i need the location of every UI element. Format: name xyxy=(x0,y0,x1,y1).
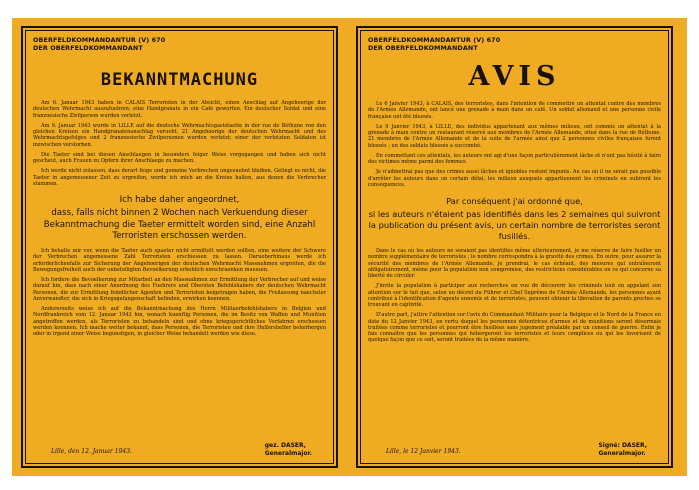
french-paragraph: Je n'admettrai pas que des crimes aussi lâches et ignobles restent impunis. Au cas où il ne serait pas possible d'arrêter les auteurs dans un certain délai, les milieux auxquels appartiennent les criminels en subiront les conséquences. xyxy=(368,169,661,188)
french-signature-name: Signé: DASER, xyxy=(598,442,647,449)
french-header xyxy=(368,36,661,52)
french-header-line-2: DER OBERFELDKOMMANDANT xyxy=(368,44,478,52)
french-signature xyxy=(598,442,647,457)
french-paragraph: En commettant ces attentats, les auteurs ont agi d'une façon particulièrement lâche et n'ont pas hésité à faire des victimes même parmi des femmes. xyxy=(368,152,661,165)
german-signature xyxy=(265,442,312,457)
german-header-line-1: OBERFELDKOMMANDANTUR (V) 670 xyxy=(33,36,166,44)
french-title: AVIS xyxy=(468,61,561,92)
french-place-date: Lille, le 12 Janvier 1943. xyxy=(386,448,461,455)
french-header-line-1: OBERFELDKOMMANDANTUR (V) 670 xyxy=(368,36,501,44)
poster-sheet xyxy=(12,18,687,476)
french-paragraph: D'autre part, j'attire l'attention sur l'avis du Commandant Militaire pour la Belgique et le Nord de la France en date du 12 Janvier 1943, en vertu duquel les personnes détentrices d'armes et de munitions seront désormais traitées comme terroristes et pourront être fusillées sans jugement préalable par un conseil de guerre. Enfin je fais connaître que les personnes qui hébergeront les terroristes et leurs complices ou qui les favorisent de quelque façon que ce soit, seront traitées de la même manière. xyxy=(368,312,661,344)
french-paragraph: Dans le cas où les auteurs ne seraient pas identifiés même ultérieurement, je me réserve de faire fusiller un nombre supplémentaire de terroristes ; le nombre correspondra à la gravité des crimes. En outre, pour assurer la sécurité des membres de l'Armée Allemande, je prendrai, le cas échéant, des mesures qui entraîneront obligatoirement, même pour la population non compromise, des restrictions considérables en ce qui concerne sa liberté de circuler. xyxy=(368,248,661,279)
german-paragraph: Ich werde nicht zulassen, dass derart feige und gemeine Verbrechen ungesuehnt bleiben. Gelingt es nicht, die Taeter in angemessener Zeit zu ergreifen, werde ich mich an die Kreise halten, aus denen die Verbrecher stammen. xyxy=(33,168,326,187)
german-paragraph: Die Taeter sind bei diesen Anschlaegen in besonders feiger Weise vorgegangen und haben sich nicht gescheut, auch Frauen zu Opfern ihrer Anschlaege zu machen. xyxy=(33,151,326,164)
german-title: BEKANNTMACHUNG xyxy=(100,70,259,90)
german-header xyxy=(33,36,326,52)
french-order-intro: Par conséquent j'ai ordonné que, xyxy=(446,196,583,206)
german-paragraph: Am 6. Januar 1943 haben in CALAIS Terroristen in der Absicht, einen Anschlag auf Angehoerige der deutschen Wehrmacht auszufuehren, eine Handgranate in ein Cafe geworfen. Ein deutscher Soldat und eine franzoesische Zivilperson wurden verletzt. xyxy=(33,100,326,119)
german-paragraph: Ich behalte mir vor, wenn die Taeter auch spaeter nicht ermittelt werden sollten, eine weitere der Schwere der Verbrechen angemessene Zahl Terroristen erschiessen zu lassen. Darueberhinaus werde ich erforderlichenfalls zur Sicherung der Angehoerigen der deutschen Wehrmacht Massnahmen ergreifen, die die Bewegungsfreiheit auch der unbeteiligten Bevoelkerung erheblich einschraenken muessen. xyxy=(33,248,326,273)
german-footer xyxy=(33,440,326,460)
german-order: dass, falls nicht binnen 2 Wochen nach Verkuendung dieser Bekanntmachung die Taeter ermittelt worden sind, eine Anzahl Terroristen erschossen werden. xyxy=(43,208,316,241)
french-footer xyxy=(368,440,661,460)
german-order-intro: Ich habe daher angeordnet, xyxy=(119,195,240,205)
french-notice-panel xyxy=(356,26,673,468)
german-signature-rank: Generalmajor. xyxy=(264,449,312,457)
french-signature-rank: Generalmajor. xyxy=(598,449,646,457)
german-paragraph: Andererseits weise ich auf die Bekanntmachung des Herrn Militaerbefehlshabers in Belgien und Nordfrankreich vom 12. Januar 1943 hin, wonach kuenftig Personen, die im Besitz von Waffen und Munition angetroffen werden, als Terroristen zu behandeln sind und ohne kriegsgerichtliches Verfahren erschossen werden koennen. Ich mache weiter bekannt, dass Personen, die Terroristen und ihre Helfershelfer beherbergen oder in irgend einer Weise begunstigen, in gleicher Weise behandelt werden wie diese. xyxy=(33,306,326,338)
german-paragraph: Ich fordere die Bevoelkerung zur Mitarbeit an den Massnahmen zur Ermittlung der Verbrecher auf und weise darauf hin, dass nach einer Anordnung des Fuehrers und Obersten Befehlshabers der deutschen Wehrmacht Personen, die zur Ermittlung feindlicher Agenten und Terroristen beigetragen haben, die Freilassung naechster Anverwandter, die sich in Kriegsgefangenschaft befinden, erwirken koennen. xyxy=(33,277,326,302)
german-notice-panel xyxy=(21,26,338,468)
german-paragraph: Am 9. Januar 1943 wurde in LILLE auf die deutsche Wehrmachtsgaststaette in der rue de Béthune von den gleichen Kreisen ein Handgranatenanschlag veruebt. 21 Angehoerige der deutschen Wehrmacht und des Wehrmachtsgefolges und 2 franzoesische Zivilpersonen wurden verletzt; einer der verletzten Soldaten ist inzwischen verstorben. xyxy=(33,122,326,148)
german-signature-name: gez. DASER, xyxy=(264,442,307,449)
german-header-line-2: DER OBERFELDKOMMANDANT xyxy=(33,44,143,52)
french-paragraph: J'invite la population à participer aux recherches en vue de découvrir les criminels tout en appelant son attention sur le fait que, selon un décret du Führer et Chef Suprême de l'Armée Allemande, les personnes ayant contribué à l'identification d'agents ennemis et de terroristes, peuvent obtenir la libération de parents proches se trouvant en captivité. xyxy=(368,283,661,308)
french-paragraph: Le 6 Janvier 1943, à CALAIS, des terroristes, dans l'intention de commettre un attentat contre des membres de l'Armée Allemande, ont lancé une grenade à main dans un café. Un soldat allemand et une personne civile française ont été blessés. xyxy=(368,101,661,120)
french-paragraph: Le 9 Janvier 1943, à LILLE, des individus appartenant aux mêmes milieux, ont commis un attentat à la grenade à main contre un restaurant réservé aux membres de l'Armée Allemande, situé dans la rue de Béthune. 21 membres de l'Armée Allemande et de la suite de l'armée ainsi que 2 personnes civiles françaises furent blessés ; un des soldats blessés a succombé. xyxy=(368,123,661,149)
french-order: si les auteurs n'étaient pas identifiés dans les 2 semaines qui suivront la publication du présent avis, un certain nombre de terroristes seront fusillés. xyxy=(368,209,661,241)
german-place-date: Lille, den 12. Januar 1943. xyxy=(51,448,132,455)
